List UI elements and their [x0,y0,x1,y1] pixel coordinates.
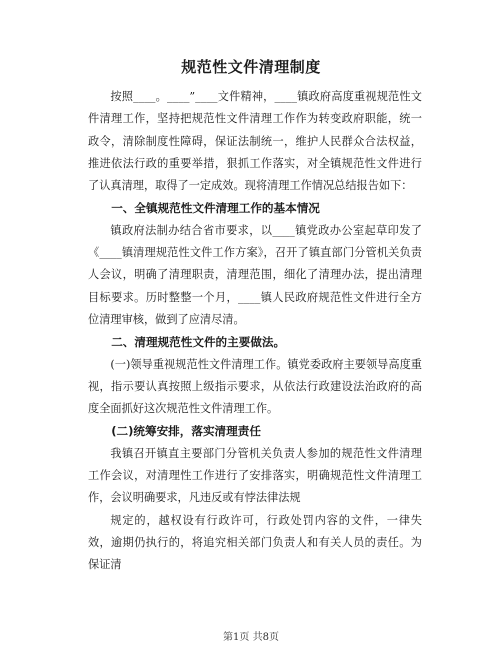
paragraph-intro: 按照____。____”____文件精神，____镇政府高度重视规范性文件清理工作，坚持把规范性文件清理工作作为转变政府职能，统一政令，清除制度性障碍，保证法制统一，维护人民群众合法权益，推进依法行政的重要举措，狠抓工作落实，对全镇规范性文件进行了认真清理，取得了一定成效。现将清理工作情况总结报告如下： [88,90,422,193]
paragraph-meeting: 我镇召开镇直主要部门分管机关负责人参加的规范性文件清理工作会议，对清理性工作进行了安排落实，明确规范性文件清理工作，会议明确要求，凡违反或有悖法律法规 [88,446,422,505]
page-number-footer: 第1页 共8页 [223,632,279,643]
heading-main-practices: 二、清理规范性文件的主要做法。 [111,335,286,350]
paragraph-regulations: 规定的，越权设有行政许可，行政处罚内容的文件，一律失效，逾期仍执行的，将追究相关部门负责人和有关人员的责任。为保证清 [88,513,422,572]
heading-overall-arrangement: (二)统筹安排，落实清理责任 [111,424,261,439]
paragraph-basic-situation: 镇政府法制办结合省市要求，以____镇党政办公室起草印发了《____镇清理规范性文件工作方案》，召开了镇直部门分管机关负责人会议，明确了清理职责，清理范围，细化了清理办法，提出清理目标要求。历时整整一个月，____镇人民政府规范性文件进行全方位清理审核，做到了应清尽清。 [88,223,422,326]
heading-basic-situation: 一、全镇规范性文件清理工作的基本情况 [111,201,320,216]
paragraph-leadership: (一)领导重视规范性文件清理工作。镇党委政府主要领导高度重视，指示要认真按照上级指示要求，从依法行政建设法治政府的高度全面抓好这次规范性文件清理工作。 [88,357,422,416]
page-title: 规范性文件清理制度 [181,58,321,76]
document-body [88,86,422,577]
